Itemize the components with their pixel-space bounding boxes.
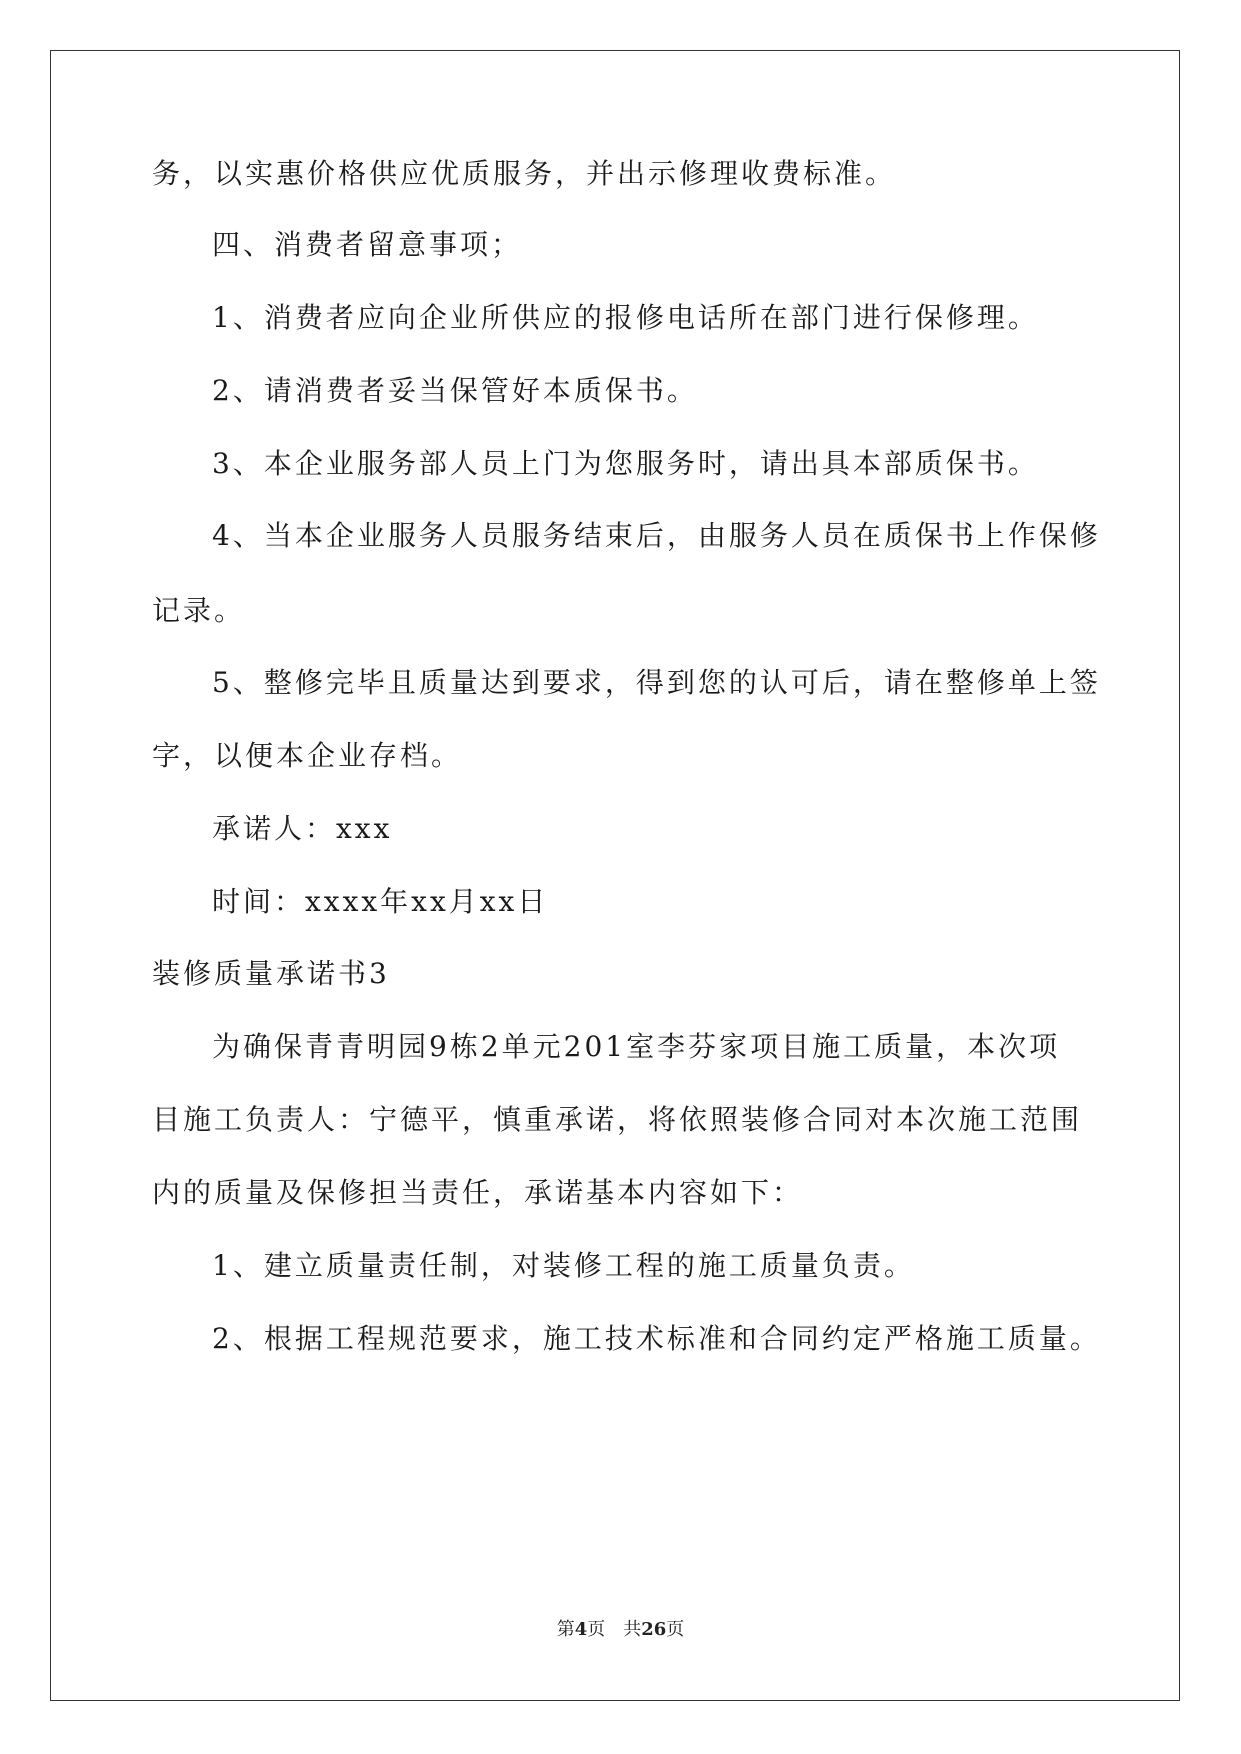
text-line: 务，以实惠价格供应优质服务，并出示修理收费标准。 bbox=[152, 157, 897, 190]
list-item: 2、请消费者妥当保管好本质保书。 bbox=[212, 374, 698, 407]
paragraph-line: 内的质量及保修担当责任，承诺基本内容如下： bbox=[152, 1176, 804, 1209]
footer-page-prefix: 第 bbox=[556, 1619, 575, 1640]
footer-page-mid: 页 共 bbox=[587, 1619, 642, 1640]
section-heading: 四、消费者留意事项； bbox=[212, 228, 523, 261]
list-item: 1、建立质量责任制，对装修工程的施工质量负责。 bbox=[212, 1249, 915, 1282]
text-line: 记录。 bbox=[152, 594, 246, 627]
list-item: 5、整修完毕且质量达到要求，得到您的认可后，请在整修单上签 bbox=[212, 666, 1101, 699]
list-item: 1、消费者应向企业所供应的报修电话所在部门进行保修理。 bbox=[212, 301, 1039, 334]
list-item: 2、根据工程规范要求，施工技术标准和合同约定严格施工质量。 bbox=[212, 1322, 1101, 1355]
footer-page-current: 4 bbox=[574, 1619, 588, 1640]
list-item: 4、当本企业服务人员服务结束后，由服务人员在质保书上作保修 bbox=[212, 519, 1101, 552]
page-footer bbox=[0, 1618, 1241, 1642]
footer-page-total: 26 bbox=[641, 1619, 667, 1640]
paragraph-line: 目施工负责人：宁德平，慎重承诺，将依照装修合同对本次施工范围 bbox=[152, 1103, 1083, 1136]
document-title: 装修质量承诺书3 bbox=[152, 957, 390, 990]
date-line: 时间：xxxx年xx月xx日 bbox=[212, 885, 549, 918]
list-item: 3、本企业服务部人员上门为您服务时，请出具本部质保书。 bbox=[212, 447, 1039, 480]
paragraph-line: 为确保青青明园9栋2单元201室李芬家项目施工质量，本次项 bbox=[212, 1030, 1061, 1063]
footer-page-suffix: 页 bbox=[666, 1619, 685, 1640]
text-line: 字，以便本企业存档。 bbox=[152, 739, 463, 772]
signatory-line: 承诺人：xxx bbox=[212, 812, 393, 845]
